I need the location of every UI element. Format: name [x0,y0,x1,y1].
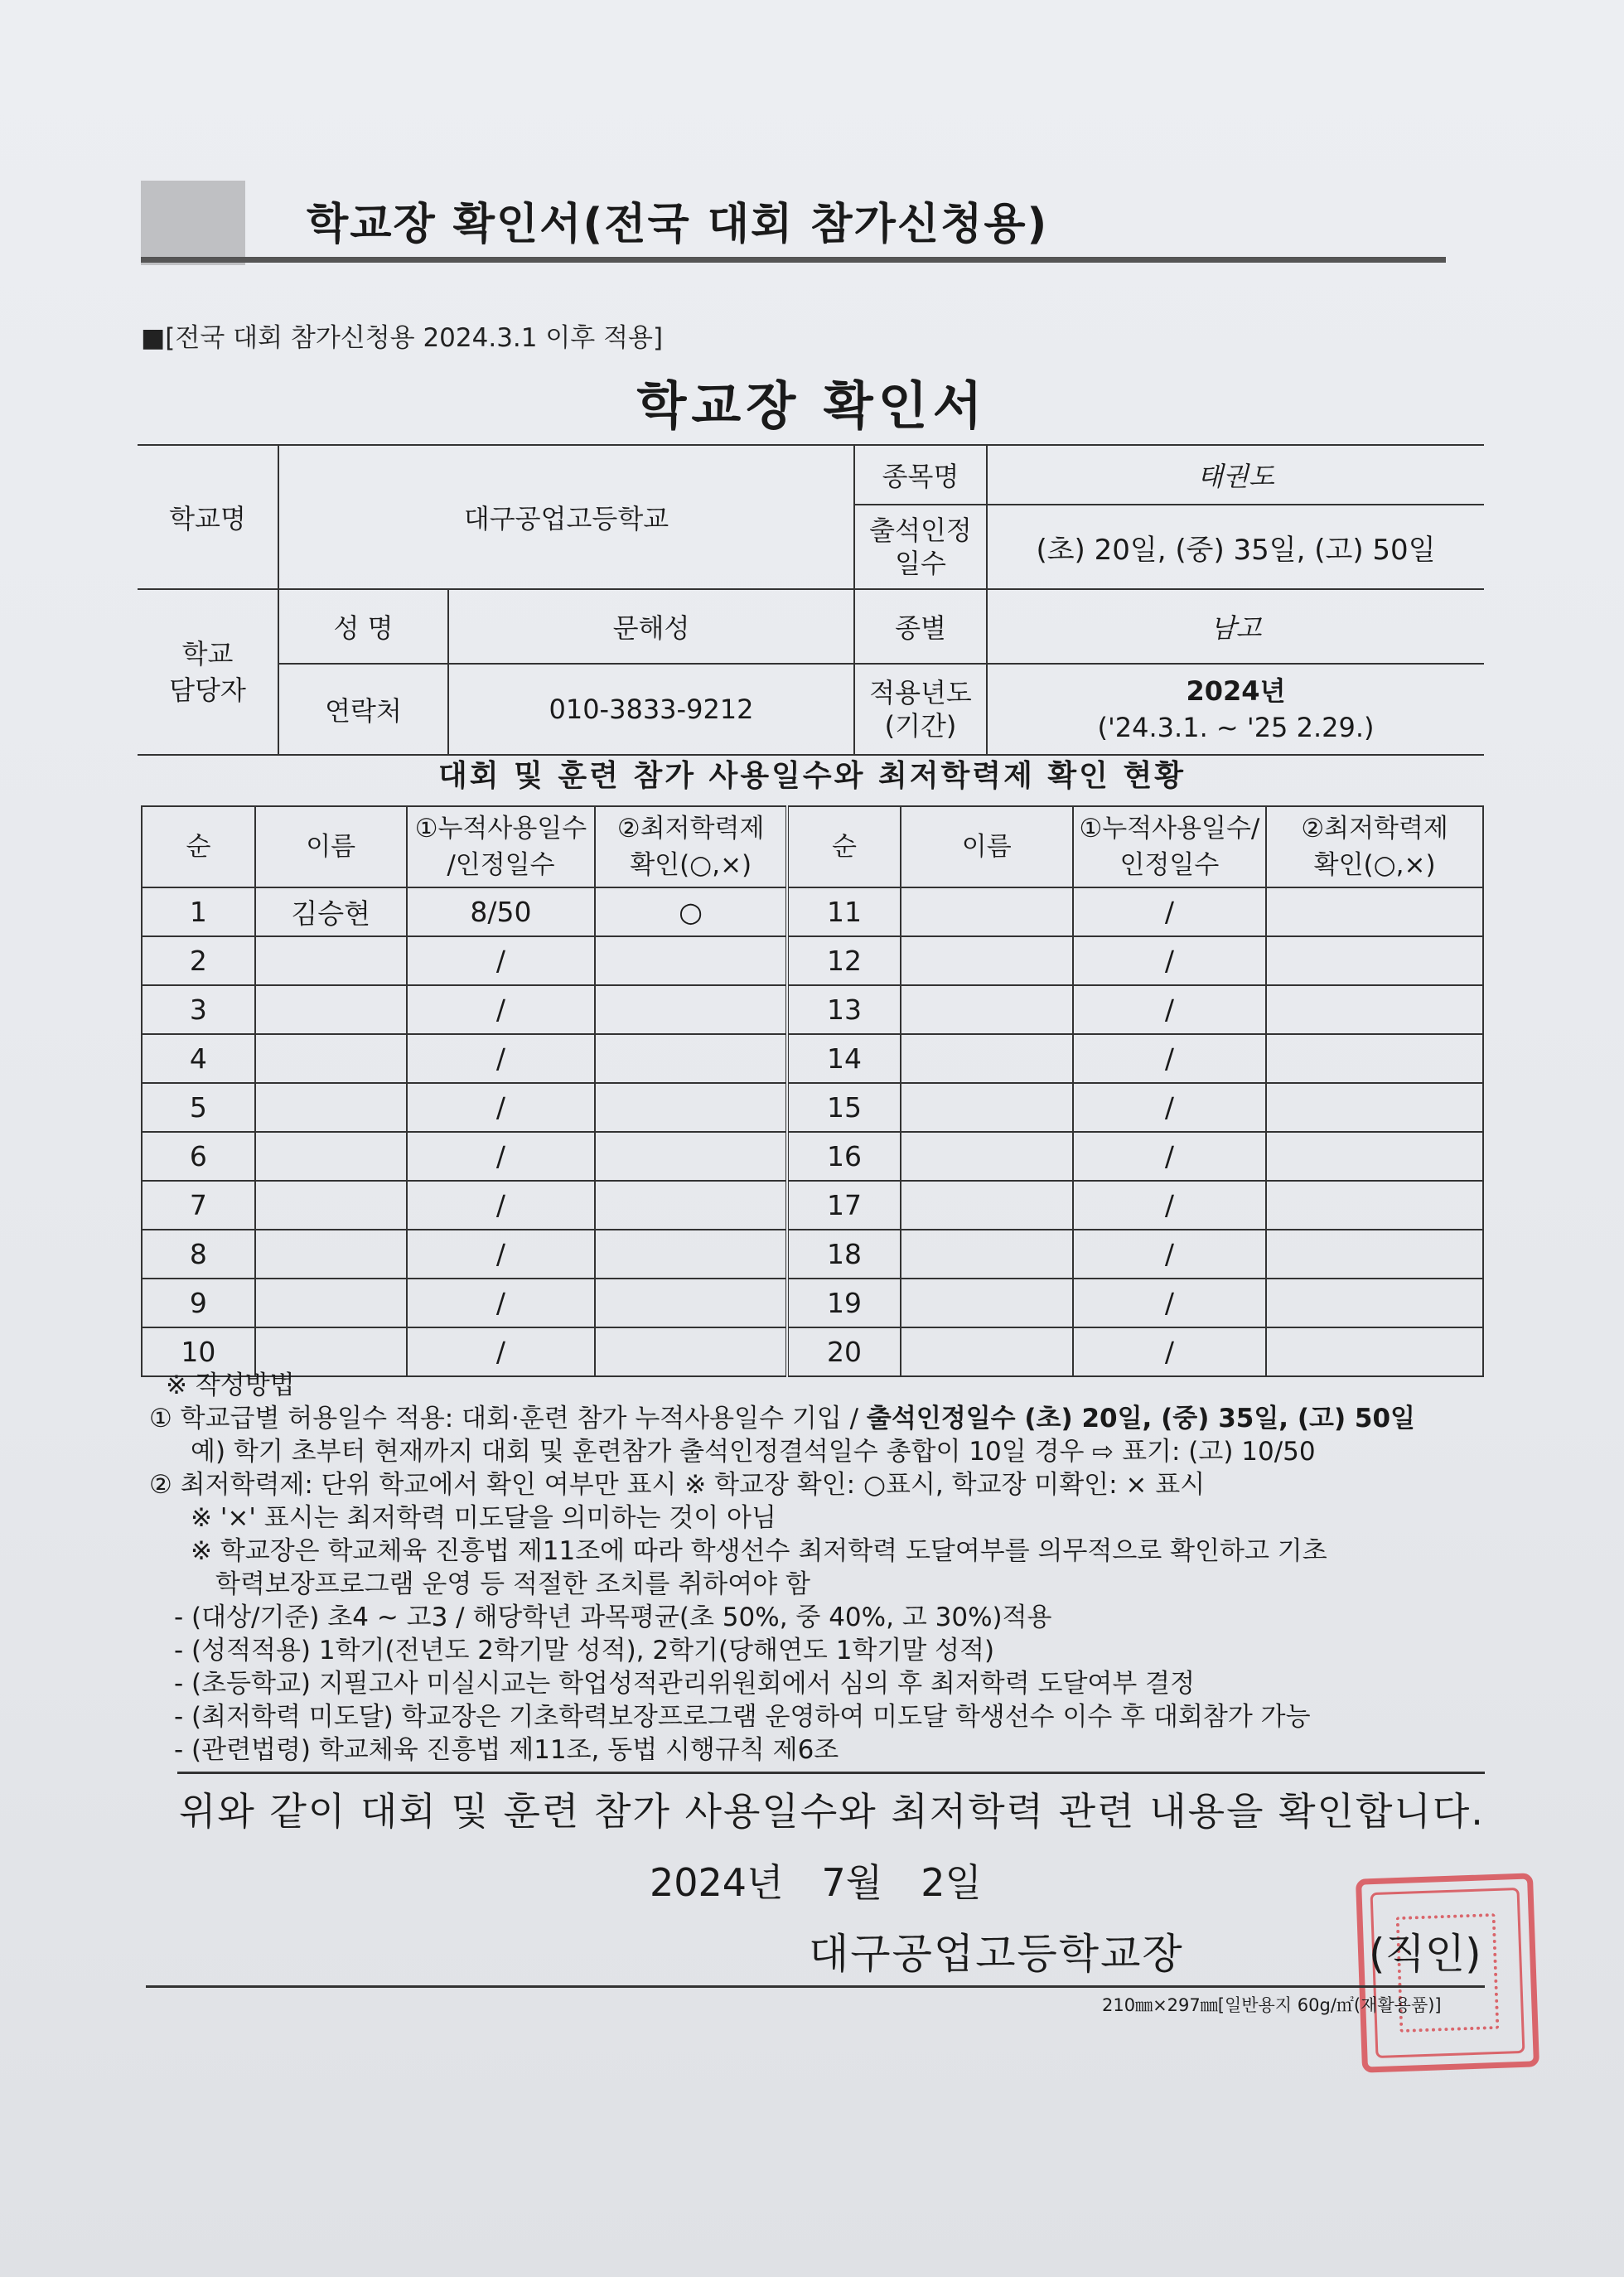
table-row [142,1230,1483,1279]
header-title: 학교장 확인서(전국 대회 참가신청용) [307,200,1049,249]
row-check-2 [1266,1132,1483,1181]
note-detail-2: - (성적적용) 1학기(전년도 2학기말 성적), 2학기(당해연도 1학기말 성적) [174,1636,995,1665]
table-row [142,1083,1483,1132]
row-no: 5 [142,1083,255,1132]
row-name [255,1279,407,1327]
contact-value: 010-3833-9212 [448,664,854,755]
row-no-2: 12 [787,936,901,985]
contact-label: 연락처 [278,664,448,755]
note-detail-3: - (초등학교) 지필고사 미실시교는 학업성적관리위원회에서 심의 후 최저학력 도달여부 결정 [174,1669,1196,1699]
note-2: ② 최저학력제: 단위 학교에서 확인 여부만 표시 ※ 학교장 확인: ○표시, 학교장 미확인: × 표시 [149,1470,1206,1500]
col-name: 이름 [255,806,407,887]
col-min-2-sub: 확인(○,×) [1313,850,1436,880]
note-2-c: 학력보장프로그램 운영 등 적절한 조치를 취하여야 함 [215,1569,810,1599]
note-2-b: ※ 학교장은 학교체육 진흥법 제11조에 따라 학생선수 최저학력 도달여부를 의무적으로 확인하고 기초 [191,1536,1327,1566]
row-name [255,1181,407,1230]
row-name [255,1034,407,1083]
row-days: / [407,985,596,1034]
row-name [255,1083,407,1132]
seal-label: (직인) [1369,1930,1481,1978]
note-detail-4: - (최저학력 미도달) 학교장은 기초학력보장프로그램 운영하여 미도달 학생선수 이수 후 대회참가 가능 [174,1702,1311,1732]
header-gray-block [141,181,245,265]
row-no: 2 [142,936,255,985]
name-value: 문해성 [448,589,854,664]
note-1-text: ① 학교급별 허용일수 적용: 대회·훈련 참가 누적사용일수 기입 / [149,1404,867,1433]
manager-label-2: 담당자 [169,674,246,706]
row-check [595,1181,787,1230]
row-no-2: 15 [787,1083,901,1132]
note-1-bold: 출석인정일수 (초) 20일, (중) 35일, (고) 50일 [866,1404,1416,1433]
row-days-2: / [1073,1132,1267,1181]
row-no-2: 20 [787,1327,901,1376]
row-check-2 [1266,1034,1483,1083]
row-days: / [407,1181,596,1230]
row-check [595,1034,787,1083]
sport-label: 종목명 [854,445,987,505]
note-1-example: 예) 학기 초부터 현재까지 대회 및 훈련참가 출석인정결석일수 총합이 10일 경우 ⇨ 표기: (고) 10/50 [191,1437,1316,1467]
row-days: / [407,1132,596,1181]
row-check [595,1279,787,1327]
col-days: ①누적사용일수 [414,814,587,844]
row-name [255,1132,407,1181]
row-name-2 [901,936,1073,985]
col-no-2: 순 [787,806,901,887]
row-days-2: / [1073,1279,1267,1327]
row-no: 8 [142,1230,255,1279]
row-name-2 [901,1083,1073,1132]
year-label: 적용년도 [869,677,972,708]
row-check-2 [1266,1181,1483,1230]
col-min-2: ②최저학력제 [1301,814,1448,844]
writing-instructions [149,1369,1483,1767]
row-days: / [407,936,596,985]
col-min-sub: 확인(○,×) [630,850,752,880]
row-check [595,1132,787,1181]
col-min: ②최저학력제 [616,814,765,844]
row-name-2 [901,1230,1073,1279]
row-name [255,936,407,985]
issue-date [650,1853,1020,1907]
row-name [255,1230,407,1279]
row-days: / [407,1034,596,1083]
row-days-2: / [1073,1230,1267,1279]
col-name-2: 이름 [901,806,1073,887]
row-check: ○ [595,887,787,936]
row-check-2 [1266,985,1483,1034]
row-no-2: 18 [787,1230,901,1279]
row-days: / [407,1083,596,1132]
row-days: / [407,1230,596,1279]
row-check-2 [1266,887,1483,936]
paper-spec-footer: 210㎜×297㎜[일반용지 60g/㎡(재활용품)] [1102,1995,1442,2015]
confirmation-statement: 위와 같이 대회 및 훈련 참가 사용일수와 최저학력 관련 내용을 확인합니다. [179,1789,1485,1834]
application-note: ■[전국 대회 참가신청용 2024.3.1 이후 적용] [141,323,664,353]
table-row [142,936,1483,985]
document-title: 학교장 확인서 [636,375,988,436]
row-check [595,1230,787,1279]
row-name-2 [901,1279,1073,1327]
note-2-a: ※ '×' 표시는 최저학력 미도달을 의미하는 것이 아님 [191,1503,776,1533]
note-1 [149,1402,1483,1435]
date-day: 2일 [921,1860,982,1905]
table-row [142,1034,1483,1083]
row-name: 김승현 [255,887,407,936]
row-name-2 [901,1034,1073,1083]
row-check-2 [1266,1279,1483,1327]
table-row [142,887,1483,936]
row-check-2 [1266,1230,1483,1279]
table-row [142,1132,1483,1181]
row-no-2: 13 [787,985,901,1034]
attend-days-value: (초) 20일, (중) 35일, (고) 50일 [987,505,1484,589]
row-check [595,985,787,1034]
footer-divider [146,1985,1485,1988]
sport-value: 태권도 [987,445,1484,505]
type-value: 남고 [987,589,1484,664]
row-name-2 [901,985,1073,1034]
note-detail-1: - (대상/기준) 초4 ~ 고3 / 해당학년 과목평균(초 50%, 중 40%, 고 30%)적용 [174,1603,1052,1632]
row-no: 7 [142,1181,255,1230]
row-days-2: / [1073,887,1267,936]
notes-heading: ※ 작성방법 [166,1371,295,1400]
row-check [595,936,787,985]
row-days-2: / [1073,1083,1267,1132]
row-no: 4 [142,1034,255,1083]
row-no: 3 [142,985,255,1034]
row-no: 9 [142,1279,255,1327]
year-period: ('24.3.1. ~ '25 2.29.) [1097,712,1375,743]
row-check-2 [1266,1083,1483,1132]
row-name-2 [901,887,1073,936]
row-days: 8/50 [407,887,596,936]
name-label: 성 명 [278,589,448,664]
date-month: 7월 [821,1860,883,1905]
row-no: 10 [142,1327,255,1376]
section-title: 대회 및 훈련 참가 사용일수와 최저학력제 확인 현황 [437,759,1187,793]
notes-divider [177,1772,1485,1774]
row-check-2 [1266,936,1483,985]
school-name-label: 학교명 [138,445,278,589]
col-days-2-sub: 인정일수 [1119,850,1220,880]
row-name-2 [901,1132,1073,1181]
type-label: 종별 [854,589,987,664]
row-no-2: 17 [787,1181,901,1230]
table-row [142,985,1483,1034]
row-days: / [407,1327,596,1376]
roster-table [141,805,1484,1377]
row-days: / [407,1279,596,1327]
col-days-sub: /인정일수 [447,850,555,880]
row-no-2: 14 [787,1034,901,1083]
principal-name: 대구공업고등학교장 [809,1930,1184,1978]
year-value: 2024년 [1186,675,1286,707]
row-check [595,1083,787,1132]
row-days-2: / [1073,936,1267,985]
note-detail-5: - (관련법령) 학교체육 진흥법 제11조, 동법 시행규칙 제6조 [174,1735,839,1765]
row-no: 6 [142,1132,255,1181]
row-no-2: 19 [787,1279,901,1327]
row-no-2: 11 [787,887,901,936]
school-info-table [138,444,1484,756]
table-row [142,1279,1483,1327]
attend-days-label: 출석인정 [869,515,972,546]
col-no: 순 [142,806,255,887]
row-days-2: / [1073,1181,1267,1230]
date-year: 2024년 [650,1860,784,1905]
row-no-2: 16 [787,1132,901,1181]
manager-label: 학교 [181,638,234,670]
col-days-2: ①누적사용일수/ [1079,814,1260,844]
row-days-2: / [1073,1034,1267,1083]
row-name-2 [901,1181,1073,1230]
row-days-2: / [1073,1327,1267,1376]
school-name-value: 대구공업고등학교 [278,445,854,589]
year-label-2: (기간) [884,710,957,742]
row-no: 1 [142,887,255,936]
table-row [142,1181,1483,1230]
row-name [255,985,407,1034]
header-underline [141,257,1446,263]
attend-days-label-2: 일수 [895,548,946,579]
row-days-2: / [1073,985,1267,1034]
roster-header-row [142,806,1483,887]
